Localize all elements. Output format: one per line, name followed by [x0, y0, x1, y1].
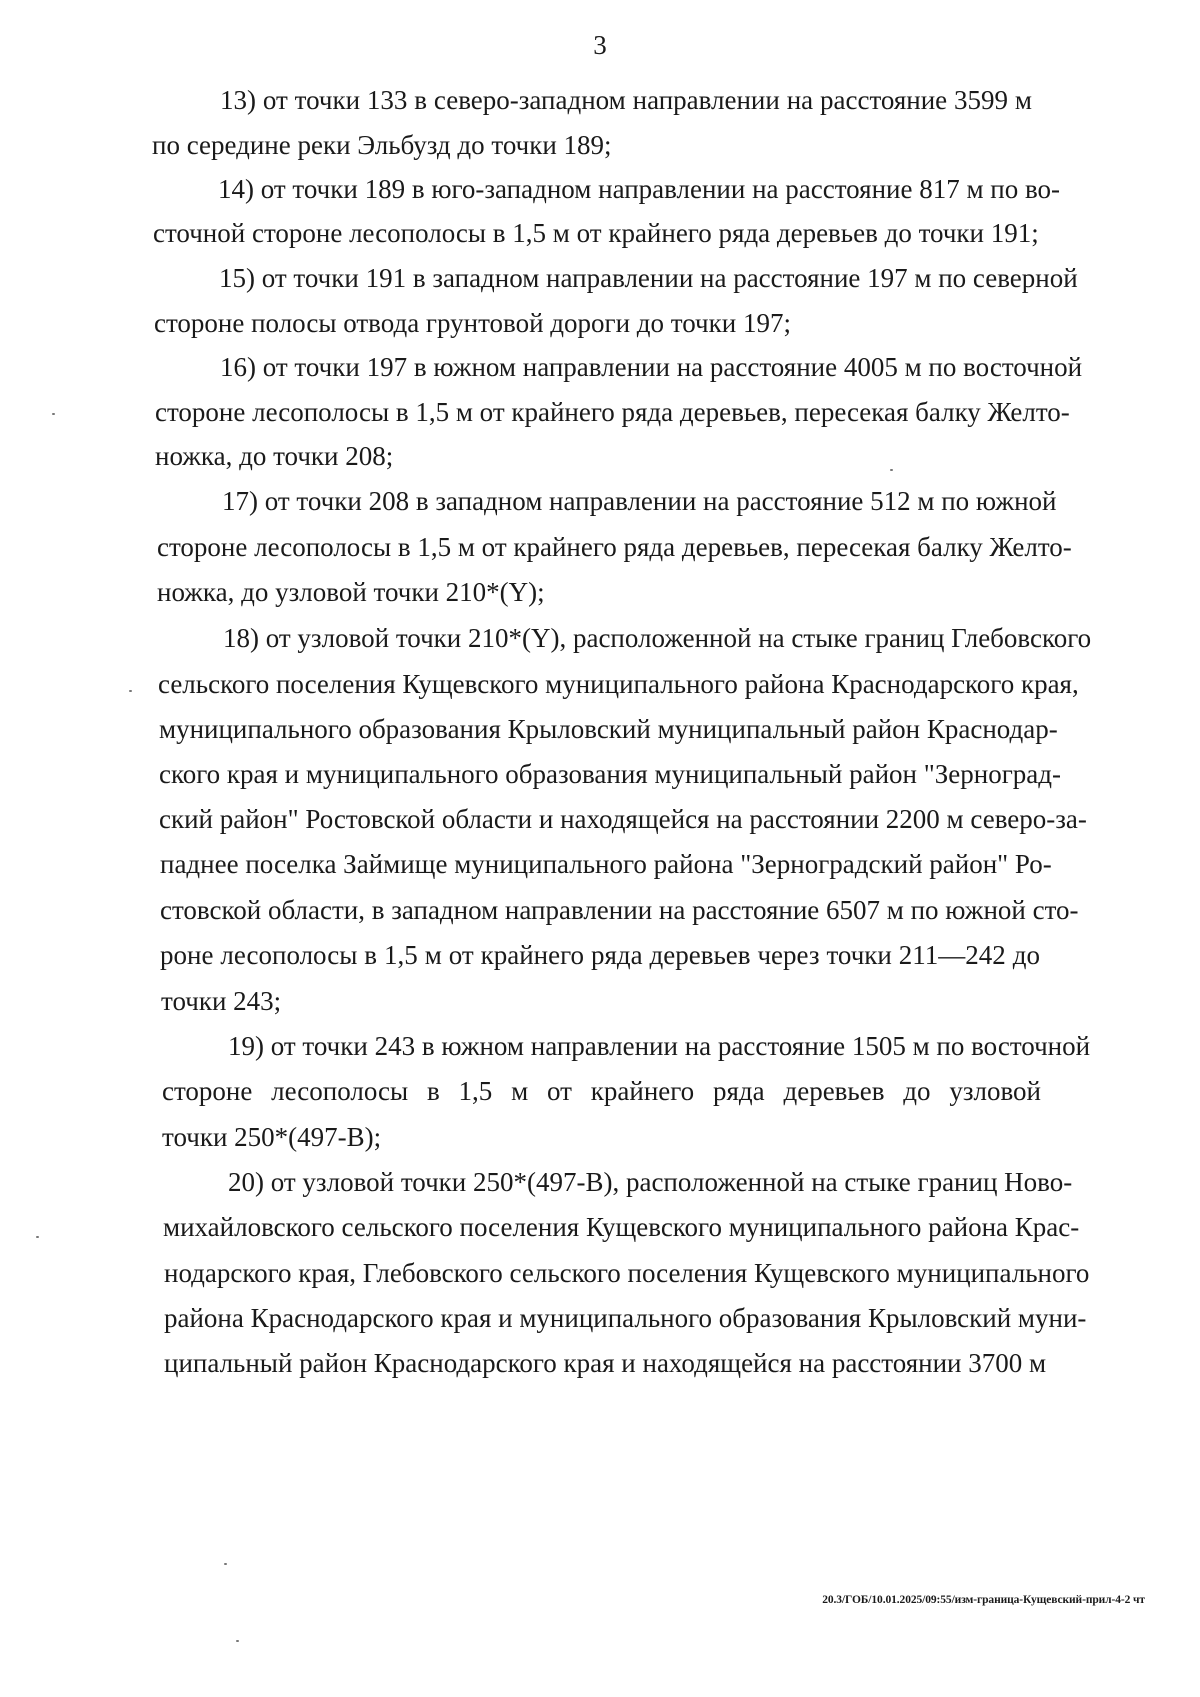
paragraph-19-line-3: точки 250*(497-В); [162, 1122, 382, 1152]
paragraph-15-line-1: 15) от точки 191 в западном направлении на расстояние 197 м по северной [219, 263, 1078, 293]
scan-speck [52, 413, 55, 415]
page-number: 3 [593, 30, 607, 60]
paragraph-13-line-2: по середине реки Эльбузд до точки 189; [152, 130, 612, 160]
paragraph-14-line-1: 14) от точки 189 в юго-западном направлении на расстояние 817 м по во- [218, 174, 1061, 204]
scan-speck [36, 1236, 39, 1238]
paragraph-18-line-4: ского края и муниципального образования муниципальный район "Зерноград- [159, 759, 1061, 789]
scan-speck [890, 469, 893, 471]
scan-speck [129, 690, 132, 692]
paragraph-14-line-2: сточной стороне лесополосы в 1,5 м от крайнего ряда деревьев до точки 191; [153, 218, 1039, 248]
paragraph-18-line-8: роне лесополосы в 1,5 м от крайнего ряда деревьев через точки 211—242 до [160, 940, 1040, 970]
paragraph-18-line-9: точки 243; [161, 986, 282, 1016]
paragraph-18-line-1: 18) от узловой точки 210*(Y), расположенной на стыке границ Глебовского [223, 623, 1092, 653]
paragraph-15-line-2: стороне полосы отвода грунтовой дороги до точки 197; [154, 308, 791, 338]
paragraph-16-line-2: стороне лесополосы в 1,5 м от крайнего ряда деревьев, пересекая балку Желто- [155, 397, 1070, 427]
scan-speck [236, 1640, 239, 1642]
paragraph-17-line-1: 17) от точки 208 в западном направлении на расстояние 512 м по южной [222, 486, 1057, 516]
paragraph-16-line-1: 16) от точки 197 в южном направлении на расстояние 4005 м по восточной [220, 352, 1083, 382]
paragraph-20-line-2: михайловского сельского поселения Кущевского муниципального района Крас- [163, 1212, 1080, 1242]
paragraph-20-line-5: ципальный район Краснодарского края и находящейся на расстоянии 3700 м [164, 1348, 1047, 1378]
paragraph-18-line-2: сельского поселения Кущевского муниципального района Краснодарского края, [158, 669, 1079, 699]
paragraph-16-line-3: ножка, до точки 208; [155, 441, 394, 471]
paragraph-20-line-1: 20) от узловой точки 250*(497-В), расположенной на стыке границ Ново- [228, 1167, 1073, 1197]
paragraph-19-line-1: 19) от точки 243 в южном направлении на расстояние 1505 м по восточной [228, 1031, 1091, 1061]
paragraph-13-line-1: 13) от точки 133 в северо-западном направлении на расстояние 3599 м [220, 85, 1032, 115]
paragraph-18-line-5: ский район" Ростовской области и находящейся на расстоянии 2200 м северо-за- [159, 804, 1087, 834]
paragraph-17-line-3: ножка, до узловой точки 210*(Y); [157, 577, 545, 607]
paragraph-18-line-3: муниципального образования Крыловский муниципальный район Краснодар- [159, 714, 1058, 744]
paragraph-18-line-6: паднее поселка Займище муниципального района "Зерноградский район" Ро- [160, 849, 1052, 879]
paragraph-20-line-3: нодарского края, Глебовского сельского поселения Кущевского муниципального [164, 1258, 1090, 1288]
scan-speck [224, 1563, 227, 1565]
paragraph-20-line-4: района Краснодарского края и муниципального образования Крыловский муни- [164, 1303, 1087, 1333]
paragraph-19-line-2: стороне лесополосы в 1,5 м от крайнего ряда деревьев до узловой [162, 1076, 1041, 1106]
paragraph-18-line-7: стовской области, в западном направлении на расстояние 6507 м по южной сто- [160, 895, 1079, 925]
paragraph-17-line-2: стороне лесополосы в 1,5 м от крайнего ряда дeревьев, пересекая балку Желто- [157, 532, 1072, 562]
document-footer-code: 20.3/ГОБ/10.01.2025/09:55/изм-граница-Кущевский-прил-4-2 чт [822, 1594, 1145, 1606]
